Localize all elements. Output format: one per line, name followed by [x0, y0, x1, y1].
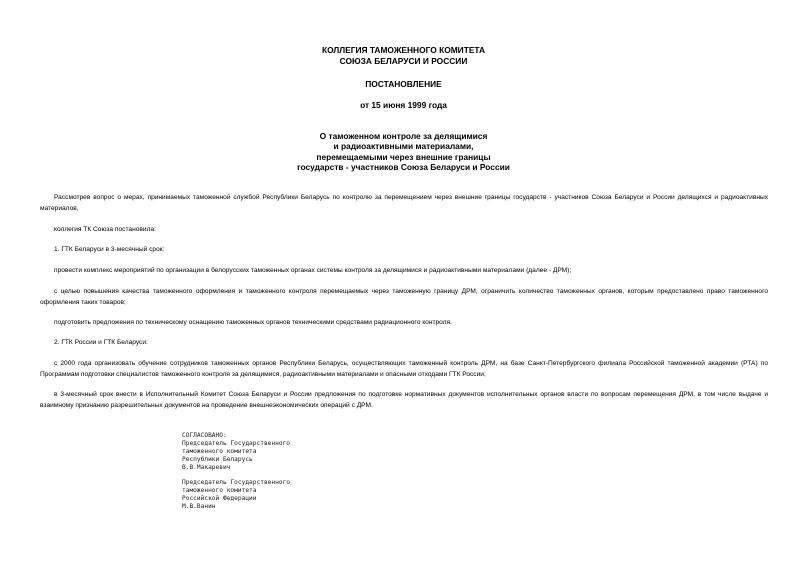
- org-name-line-2: СОЮЗА БЕЛАРУСИ И РОССИИ: [339, 56, 468, 66]
- document-type: ПОСТАНОВЛЕНИЕ: [365, 79, 442, 89]
- subject-line-3: перемещаемыми через внешние границы: [316, 152, 491, 162]
- paragraph-resolution-intro: коллегия ТК Союза постановила:: [54, 226, 156, 233]
- signatory-1-title-line-3: Республики Беларусь: [182, 456, 253, 463]
- paragraph-item-2-2: в 3-месячный срок внести в Исполнительный Комитет Союза Беларуси и России предложения по подготовке нормативных документов исполнительных органов власти по вопросам перемещения ДРМ, в том числе выдаче и взаимному признанию разрешительных документов на проведение внешнеэкономических операций с ДРМ.: [40, 391, 768, 409]
- paragraph-item-1-2: с целью повышения качества таможенного оформления и таможенного контроля перемещаемых через таможенную границу ДРМ, ограничить количество таможенных органов, которым предоставлено право таможенного оформления таких товаров;: [40, 288, 768, 306]
- paragraph-item-1-1: провести комплекс мероприятий по организации в белорусских таможенных органах системы контроля за делящимися и радиоактивными материалами (далее - ДРМ);: [54, 267, 572, 274]
- signatory-2-title-line-2: таможенного комитета: [182, 487, 257, 494]
- subject-line-2: и радиоактивными материалами,: [333, 141, 474, 151]
- paragraph-preamble: Рассмотрев вопрос о мерах, принимаемых таможенной службой Республики Беларусь по контролю за перемещением через внешние границы государств - участников Союза Беларуси и России делящихся и радиоактивных материалов,: [40, 194, 768, 212]
- signatory-2-name: М.В.Ванин: [182, 503, 216, 510]
- document-date: от 15 июня 1999 года: [360, 100, 447, 110]
- paragraph-item-2-1: с 2000 года организовать обучение сотрудников таможенных органов Республики Беларусь, осуществляющих таможенный контроль ДРМ, на базе Санкт-Петербургского филиала Российской таможенной академии (РТА) по Программам подготовки специалистов таможенного контроля за делящимися, радиоактивными материалами и опасными отходами ГТК России;: [40, 360, 768, 378]
- signatory-1-title-line-1: Председатель Государственного: [182, 440, 291, 447]
- paragraph-item-2: 2. ГТК России и ГТК Беларуси:: [54, 339, 148, 346]
- signatory-1-name: В.В.Макаревич: [182, 464, 231, 471]
- paragraph-item-1-3: подготовить предложения по техническому оснащению таможенных органов техническими средствами радиационного контроля.: [54, 319, 452, 326]
- signatory-2-title-line-3: Российской Федерации: [182, 495, 257, 502]
- subject-line-1: О таможенном контроле за делящимися: [319, 131, 488, 141]
- paragraph-item-1: 1. ГТК Беларуси в 3-месячный срок:: [54, 246, 165, 253]
- agreed-label: СОГЛАСОВАНО:: [182, 432, 227, 439]
- signatory-2-title-line-1: Председатель Государственного: [182, 479, 291, 486]
- signatory-1-title-line-2: таможенного комитета: [182, 448, 257, 455]
- subject-line-4: государств - участников Союза Беларуси и России: [297, 162, 510, 172]
- org-name-line-1: КОЛЛЕГИЯ ТАМОЖЕННОГО КОМИТЕТА: [321, 45, 486, 55]
